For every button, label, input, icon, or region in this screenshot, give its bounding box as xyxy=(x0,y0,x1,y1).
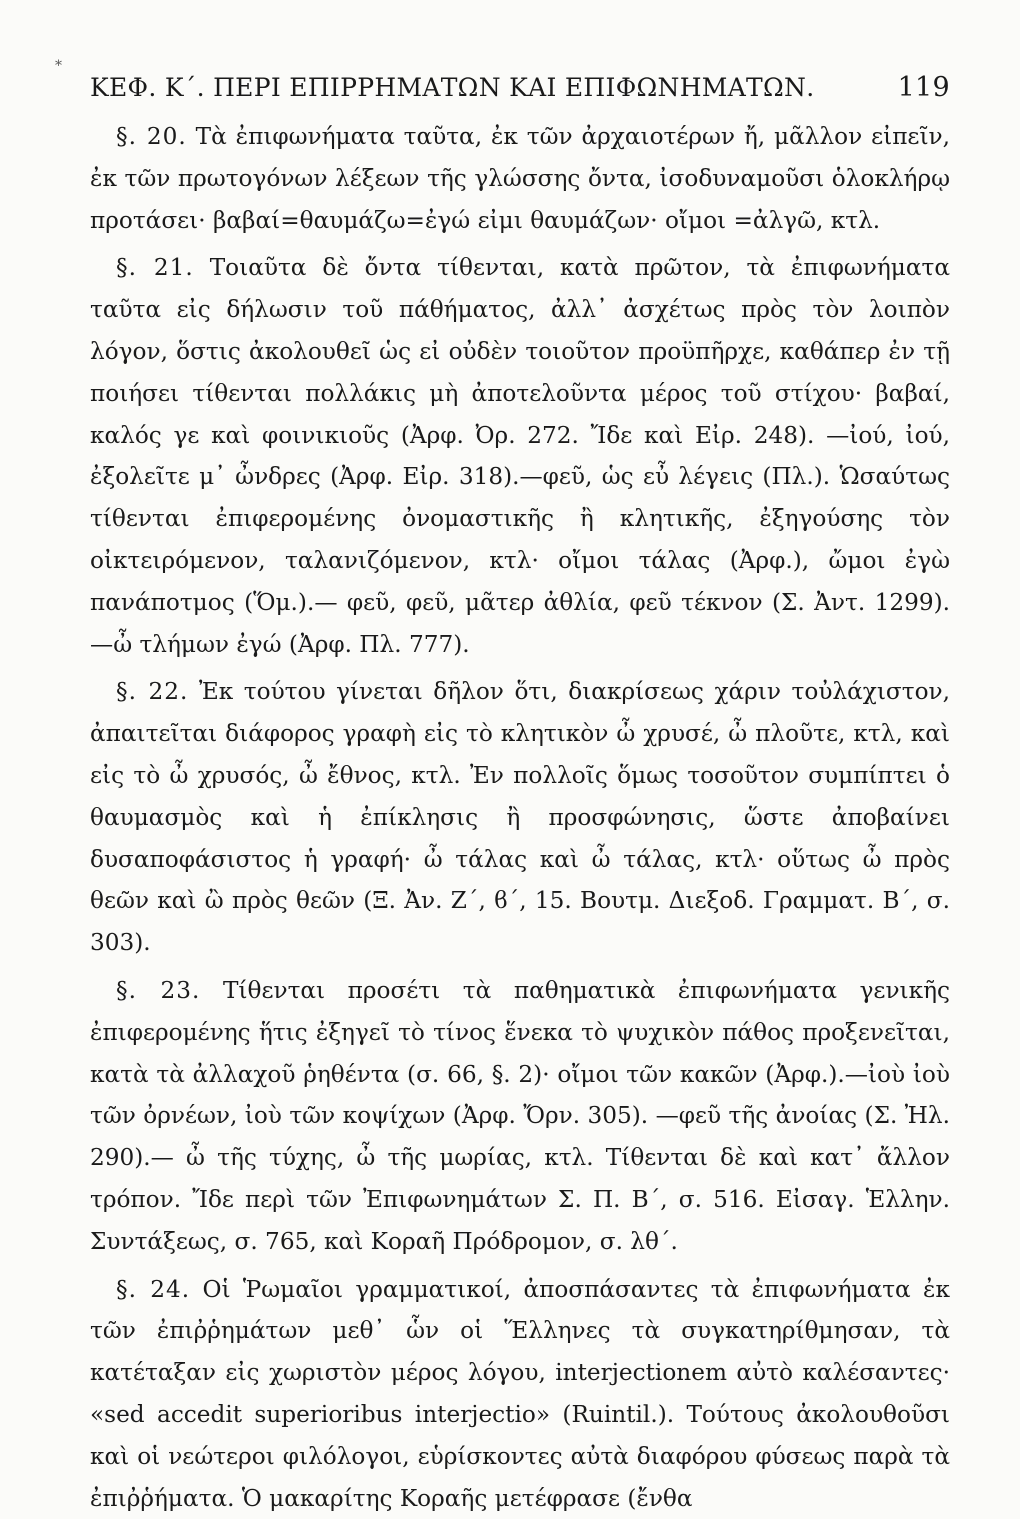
section-text: Οἱ Ῥωμαῖοι γραμματικοί, ἀποσπάσαντες τὰ ἐπιφωνήματα ἐκ τῶν ἐπιῤῥημάτων μεθ᾽ ὧν οἱ Ἕλληνες τὰ συγκατηρίθμησαν, τὰ κατέταξαν εἰς χωριστὸν μέρος λόγου, interjectionem αὐτὸ καλέσαντες· «sed accedit superioribus interjectio» (Ruintil.). Τούτους ἀκολουθοῦσι καὶ οἱ νεώτεροι φιλόλογοι, εὑρίσκοντες αὐτὰ διαφόρου φύσεως παρὰ τὰ ἐπιῤῥήματα. Ὁ μακαρίτης Κοραῆς μετέφρασε (ἔνθα xyxy=(90,1275,950,1512)
section-text: Τὰ ἐπιφωνήματα ταῦτα, ἐκ τῶν ἀρχαιοτέρων ἤ, μᾶλλον εἰπεῖν, ἐκ τῶν πρωτογόνων λέξεων τῆς γλώσσης ὄντα, ἰσοδυναμοῦσι ὁλοκλήρῳ προτάσει· βαβαί=θαυμάζω=ἐγώ εἰμι θαυμάζων· οἴμοι =ἀλγῶ, κτλ. xyxy=(90,123,951,234)
section-number: §. 24. xyxy=(116,1275,191,1303)
chapter-title: ΚΕΦ. Κ΄. ΠΕΡΙ ΕΠΙΡΡΗΜΑΤΩΝ ΚΑΙ ΕΠΙΦΩΝΗΜΑΤΩΝ. xyxy=(90,73,815,102)
book-page xyxy=(90,60,951,1512)
section-22 xyxy=(90,671,950,964)
margin-mark: * xyxy=(55,58,62,74)
section-21 xyxy=(90,247,950,665)
section-number: §. 22. xyxy=(116,678,189,706)
section-text: Τοιαῦτα δὲ ὄντα τίθενται, κατὰ πρῶτον, τὰ ἐπιφωνήματα ταῦτα εἰς δήλωσιν τοῦ πάθήματος, ἀλλ᾽ ἀσχέτως πρὸς τὸν λοιπὸν λόγον, ὅστις ἀκολουθεῖ ὡς εἰ οὐδὲν τοιοῦτον προϋπῆρχε, καθάπερ ἐν τῇ ποιήσει τίθενται πολλάκις μὴ ἀποτελοῦντα μέρος τοῦ στίχου· βαβαί, καλός γε καὶ φοινικιοῦς (Ἀρφ. Ὀρ. 272. Ἴδε καὶ Εἰρ. 248). —ἰού, ἰού, ἐξολεῖτε μ᾽ ὦνδρες (Ἀρφ. Εἰρ. 318).—φεῦ, ὡς εὖ λέγεις (Πλ.). Ὡσαύτως τίθενται ἐπιφερομένης ὀνομαστικῆς ἢ κλητικῆς, ἐξηγούσης τὸν οἰκτειρόμενον, ταλανιζόμενον, κτλ· οἴμοι τάλας (Ἀρφ.), ὤμοι ἐγὼ πανάποτμος (Ὅμ.).— φεῦ, φεῦ, μᾶτερ ἀθλία, φεῦ τέκνον (Σ. Ἀντ. 1299).—ὦ τλήμων ἐγώ (Ἀρφ. Πλ. 777). xyxy=(90,254,951,658)
page-number: 119 xyxy=(897,72,950,103)
section-text: Ἐκ τούτου γίνεται δῆλον ὅτι, διακρίσεως χάριν τοὐλάχιστον, ἀπαιτεῖται διάφορος γραφὴ εἰς τὸ κλητικὸν ὦ χρυσέ, ὦ πλοῦτε, κτλ, καὶ εἰς τὸ ὦ χρυσός, ὦ ἔθνος, κτλ. Ἐν πολλοῖς ὅμως τοσοῦτον συμπίπτει ὁ θαυμασμὸς καὶ ἡ ἐπίκλησις ἢ προσφώνησις, ὥστε ἀποβαίνει δυσαποφάσιστος ἡ γραφή· ὦ τάλας καὶ ὦ τάλας, κτλ· οὕτως ὦ πρὸς θεῶν καὶ ὢ πρὸς θεῶν (Ξ. Ἀν. Ζ΄, ϐ΄, 15. Βουτμ. Διεξοδ. Γραμματ. Β΄, σ. 303). xyxy=(90,678,951,957)
running-header xyxy=(90,60,950,116)
section-number: §. 23. xyxy=(116,976,201,1004)
section-text: Τίθενται προσέτι τὰ παθηματικὰ ἐπιφωνήματα γενικῆς ἐπιφερομένης ἥτις ἐξηγεῖ τὸ τίνος ἕνεκα τὸ ψυχικὸν πάθος προξενεῖται, κατὰ τὰ ἀλλαχοῦ ῥηθέντα (σ. 66, §. 2)· οἴμοι τῶν κακῶν (Ἀρφ.).—ἰοὺ ἰοὺ τῶν ὀρνέων, ἰοὺ τῶν κοψίχων (Ἀρφ. Ὄρν. 305). —φεῦ τῆς ἀνοίας (Σ. Ἠλ. 290).— ὦ τῆς τύχης, ὦ τῆς μωρίας, κτλ. Τίθενται δὲ καὶ κατ᾽ ἄλλον τρόπον. Ἴδε περὶ τῶν Ἐπιφωνημάτων Σ. Π. Β΄, σ. 516. Εἰσαγ. Ἑλλην. Συντάξεως, σ. 765, καὶ Κοραῆ Πρόδρομον, σ. λθ΄. xyxy=(90,976,951,1255)
section-23 xyxy=(90,970,950,1263)
section-number: §. 21. xyxy=(116,254,194,282)
section-number: §. 20. xyxy=(116,123,187,150)
section-24 xyxy=(90,1269,950,1519)
section-20 xyxy=(90,116,950,241)
